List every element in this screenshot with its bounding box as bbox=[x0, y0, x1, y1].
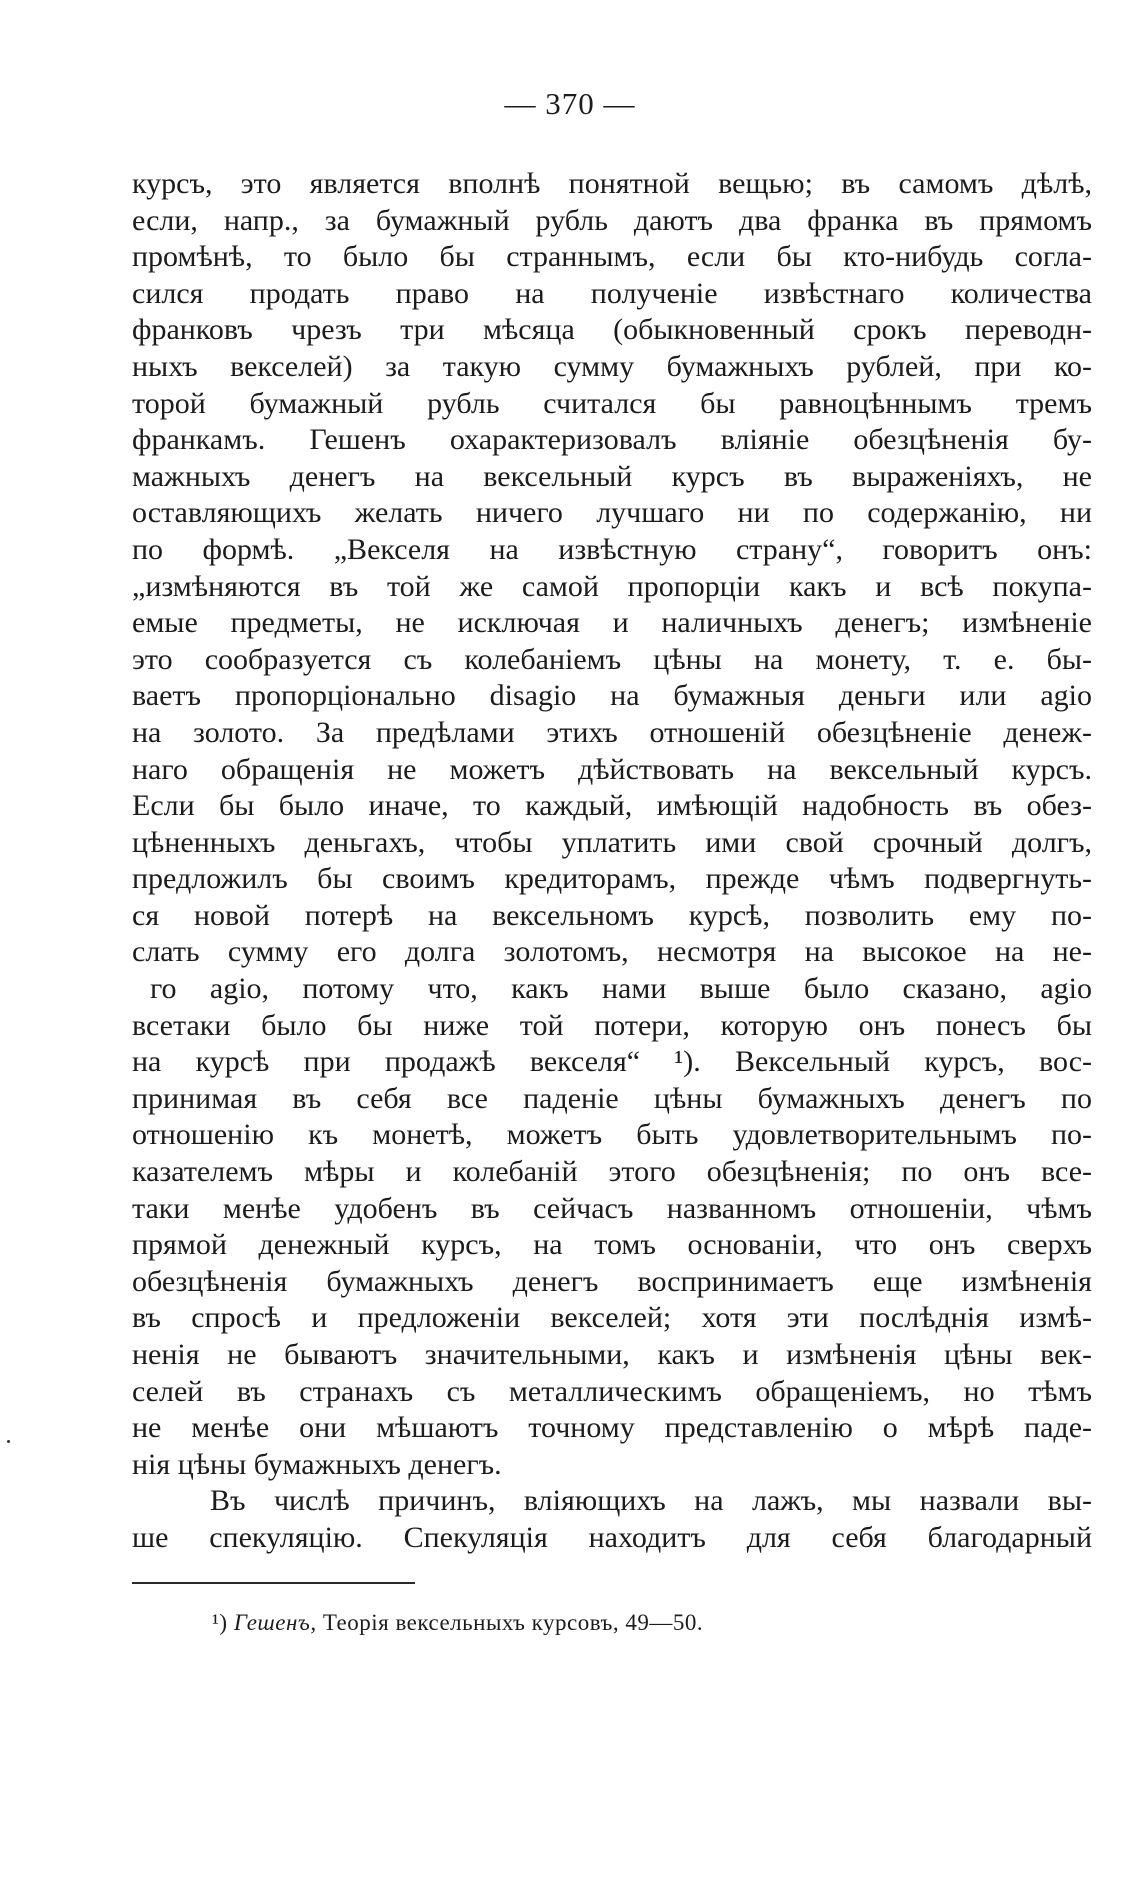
text-line: въ спросѣ и предложеніи векселей; хотя эти послѣднія измѣ- bbox=[132, 1301, 1092, 1335]
text-line: мажныхъ денегъ на вексельный курсъ въ выраженіяхъ, не bbox=[132, 459, 1092, 493]
footnote-marker: ¹) bbox=[212, 1610, 228, 1635]
text-line: ненія не бываютъ значительными, какъ и измѣненія цѣны век- bbox=[132, 1338, 1092, 1371]
text-line: всетаки было бы ниже той потери, которую онъ понесъ бы bbox=[132, 1008, 1092, 1042]
text-line: не менѣе они мѣшаютъ точному представленію о мѣрѣ паде- bbox=[132, 1411, 1092, 1445]
text-line: если, напр., за бумажный рубль даютъ два франка въ прямомъ bbox=[132, 203, 1092, 237]
text-line: промѣнѣ, то было бы страннымъ, если бы кто-нибудь согла- bbox=[132, 240, 1092, 274]
text-line: принимая въ себя все паденіе цѣны бумажныхъ денегъ по bbox=[132, 1081, 1092, 1115]
text-line: отношенію къ монетѣ, можетъ быть удовлетворительнымъ по- bbox=[132, 1118, 1092, 1152]
text-line: ваетъ пропорціонально disagio на бумажныя деньги или agio bbox=[132, 679, 1092, 713]
text-line: цѣненныхъ деньгахъ, чтобы уплатить ими свой срочный долгъ, bbox=[132, 825, 1092, 859]
text-line: селей въ странахъ съ металлическимъ обращеніемъ, но тѣмъ bbox=[132, 1374, 1092, 1408]
text-line: это сообразуется съ колебаніемъ цѣны на монету, т. е. бы- bbox=[132, 642, 1092, 676]
text-line: казателемъ мѣры и колебаній этого обезцѣненія; по онъ все- bbox=[132, 1155, 1092, 1189]
text-line: оставляющихъ желать ничего лучшаго ни по содержанію, ни bbox=[132, 496, 1092, 530]
text-line: по формѣ. „Векселя на извѣстную страну“, говоритъ онъ: bbox=[132, 532, 1092, 566]
text-line: наго обращенія не можетъ дѣйствовать на вексельный курсъ. bbox=[132, 752, 1092, 786]
text-line: Если бы было иначе, то каждый, имѣющій надобность въ обез- bbox=[132, 789, 1092, 823]
text-line: предложилъ бы своимъ кредиторамъ, прежде чѣмъ подвергнуть- bbox=[132, 862, 1092, 896]
page-number: — 370 — bbox=[504, 86, 636, 121]
text-line: на курсѣ при продажѣ векселя“ ¹). Вексельный курсъ, вос- bbox=[132, 1045, 1092, 1079]
text-line: на золото. За предѣлами этихъ отношеній обезцѣненіе денеж- bbox=[132, 715, 1092, 749]
text-line: таки менѣе удобенъ въ сейчасъ названномъ отношеніи, чѣмъ bbox=[132, 1191, 1092, 1225]
text-line: франкамъ. Гешенъ охарактеризовалъ вліяніе обезцѣненія бу- bbox=[132, 423, 1092, 457]
text-line: нія цѣны бумажныхъ денегъ. bbox=[132, 1447, 502, 1481]
text-line: слать сумму его долга золотомъ, несмотря на высокое на не- bbox=[132, 935, 1092, 969]
footnote-text: Теорія вексельныхъ курсовъ, 49—50. bbox=[316, 1610, 704, 1635]
text-line: го agio, потому что, какъ нами выше было сказано, agio bbox=[150, 972, 1092, 1006]
scan-speck bbox=[7, 1440, 10, 1443]
text-line: курсъ, это является вполнѣ понятной вещью; въ самомъ дѣлѣ, bbox=[132, 167, 1092, 200]
text-line: емые предметы, не исключая и наличныхъ денегъ; измѣненіе bbox=[132, 606, 1092, 640]
footnote-divider bbox=[132, 1582, 415, 1584]
footnote bbox=[212, 1608, 703, 1638]
text-line: „измѣняются въ той же самой пропорціи какъ и всѣ покупа- bbox=[132, 569, 1092, 603]
footnote-author: Гешенъ, bbox=[233, 1610, 317, 1635]
text-line: ше спекуляцію. Спекуляція находитъ для себя благодарный bbox=[132, 1520, 1092, 1554]
text-line: сился продать право на полученіе извѣстнаго количества bbox=[132, 276, 1092, 310]
text-line: обезцѣненія бумажныхъ денегъ воспринимаетъ еще измѣненія bbox=[132, 1264, 1092, 1298]
text-line: ныхъ векселей) за такую сумму бумажныхъ рублей, при ко- bbox=[132, 349, 1092, 383]
main-text bbox=[132, 166, 1092, 1557]
text-line: прямой денежный курсъ, на томъ основаніи, что онъ сверхъ bbox=[132, 1228, 1092, 1262]
text-line: франковъ чрезъ три мѣсяца (обыкновенный срокъ переводн- bbox=[132, 313, 1092, 347]
text-line: торой бумажный рубль считался бы равноцѣннымъ тремъ bbox=[132, 386, 1092, 420]
text-line: Въ числѣ причинъ, вліяющихъ на лажъ, мы назвали вы- bbox=[210, 1484, 1092, 1518]
text-line: ся новой потерѣ на вексельномъ курсѣ, позволить ему по- bbox=[132, 898, 1092, 932]
